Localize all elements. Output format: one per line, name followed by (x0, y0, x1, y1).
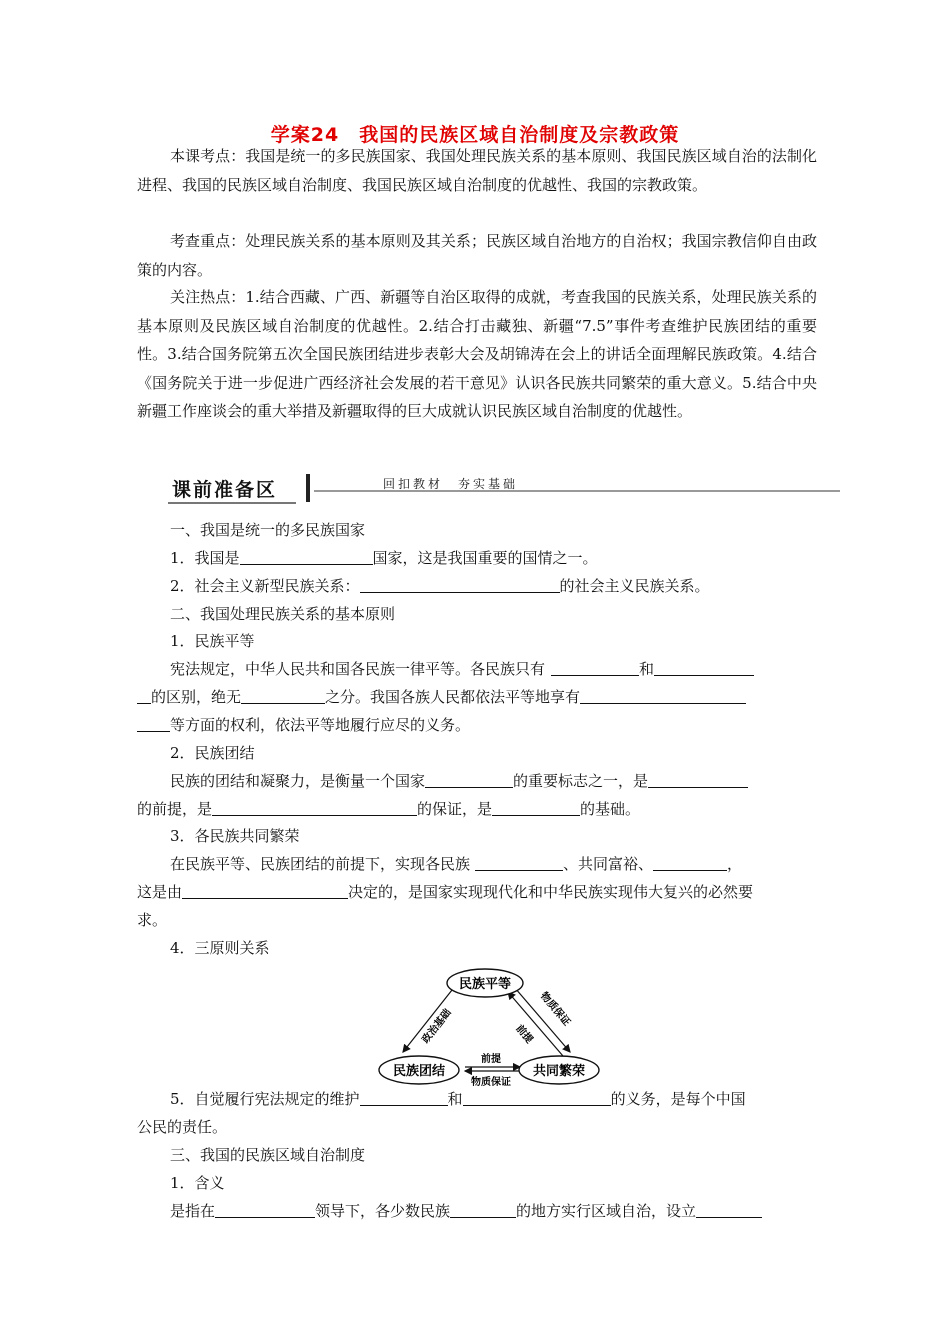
fill-blank[interactable] (241, 688, 325, 704)
section2-item5: 5．自觉履行宪法规定的维护 和 的义务，是每个中国 (170, 1090, 746, 1108)
unity-heading: 2．民族团结 (170, 744, 255, 762)
fill-blank[interactable] (240, 549, 373, 565)
section1-item2: 2．社会主义新型民族关系： 的社会主义民族关系。 (170, 577, 710, 595)
edge-right-inner-label: 前提 (513, 1023, 535, 1046)
fill-blank[interactable] (475, 855, 563, 871)
fill-blank[interactable] (212, 800, 417, 816)
equality-line1: 宪法规定，中华人民共和国各民族一律平等。各民族只有 和 (137, 655, 850, 683)
banner-subtitle: 回扣教材 夯实基础 (383, 477, 519, 491)
fill-blank[interactable] (137, 688, 151, 704)
section2-item5-cont: 公民的责任。 (137, 1118, 228, 1136)
prosperity-line2: 这是由 决定的，是国家实现现代化和中华民族实现伟大复兴的必然要 (137, 883, 754, 901)
fill-blank[interactable] (215, 1202, 315, 1218)
fill-blank[interactable] (463, 1090, 611, 1106)
intro-key-points: 考查重点：处理民族关系的基本原则及其关系；民族区域自治地方的自治权；我国宗教信仰自由政策的内容。 (137, 232, 817, 279)
section-banner (168, 472, 840, 506)
node-unity-label: 民族团结 (392, 1064, 446, 1079)
equality-line3: 等方面的权利，依法平等地履行应尽的义务。 (137, 711, 817, 739)
prosperity-line1: 在民族平等、民族团结的前提下，实现各民族 、共同富裕、 ， (170, 855, 743, 873)
fill-blank[interactable] (360, 1090, 448, 1106)
section3-heading: 三、我国的民族区域自治制度 (170, 1146, 366, 1164)
intro-exam-points: 本课考点：我国是统一的多民族国家、我国处理民族关系的基本原则、我国民族区域自治的法制化进程、我国的民族区域自治制度、我国民族区域自治制度的优越性、我国的宗教政策。 (137, 147, 817, 194)
diagram-graphic (375, 966, 605, 1094)
definition-line1: 是指在 领导下，各少数民族 的地方实行区域自治，设立 (137, 1197, 850, 1225)
fill-blank[interactable] (360, 577, 560, 593)
page-title: 学案24 我国的民族区域自治制度及宗教政策 (270, 124, 680, 146)
edge-left-label: 政治基础 (420, 1007, 454, 1046)
fill-blank[interactable] (648, 772, 748, 788)
definition-heading: 1．含义 (170, 1174, 225, 1192)
fill-blank[interactable] (492, 800, 580, 816)
three-principles-diagram (375, 966, 605, 1094)
relation-heading: 4．三原则关系 (170, 939, 270, 957)
section1-heading: 一、我国是统一的多民族国家 (170, 521, 366, 539)
unity-line1: 民族的团结和凝聚力，是衡量一个国家 的重要标志之一，是 (137, 767, 850, 795)
fill-blank[interactable] (137, 716, 170, 732)
edge-bottom-bottom-label: 物质保证 (471, 1077, 511, 1088)
fill-blank[interactable] (580, 688, 746, 704)
section2-heading: 二、我国处理民族关系的基本原则 (170, 605, 396, 623)
equality-heading: 1．民族平等 (170, 632, 255, 650)
fill-blank[interactable] (653, 855, 727, 871)
unity-line2: 的前提，是 的保证，是 的基础。 (137, 800, 641, 818)
edge-right-outer-label: 物质保证 (537, 990, 572, 1029)
intro-hot-topics: 关注热点：1.结合西藏、广西、新疆等自治区取得的成就，考查我国的民族关系，处理民族关系的基本原则及民族区域自治制度的优越性。2.结合打击藏独、新疆“7.5”事件考查维护民族团结的重要性。3.结合国务院第五次全国民族团结进步表彰大会及胡锦涛在会上的讲话全面理解民族政策。4.结合《国务院关于进一步促进广西经济社会发展的若干意见》认识各民族共同繁荣的重大意义。5.结合中央新疆工作座谈会的重大举措及新疆取得的巨大成就认识民族区域自治制度的优越性。 (137, 288, 817, 420)
fill-blank[interactable] (425, 772, 513, 788)
equality-line2: 的区别，绝无 之分。我国各族人民都依法平等地享有 (137, 683, 817, 711)
node-prosperity-label: 共同繁荣 (532, 1064, 586, 1079)
fill-blank[interactable] (654, 660, 754, 676)
banner-title: 课前准备区 (172, 479, 278, 501)
fill-blank[interactable] (696, 1202, 762, 1218)
fill-blank[interactable] (182, 883, 348, 899)
section1-item1: 1．我国是 国家，这是我国重要的国情之一。 (170, 549, 598, 567)
node-equality-label: 民族平等 (458, 977, 512, 992)
fill-blank[interactable] (450, 1202, 516, 1218)
prosperity-heading: 3．各民族共同繁荣 (170, 827, 300, 845)
edge-bottom-top-label: 前提 (481, 1054, 501, 1065)
fill-blank[interactable] (551, 660, 639, 676)
prosperity-line3: 求。 (137, 911, 168, 929)
